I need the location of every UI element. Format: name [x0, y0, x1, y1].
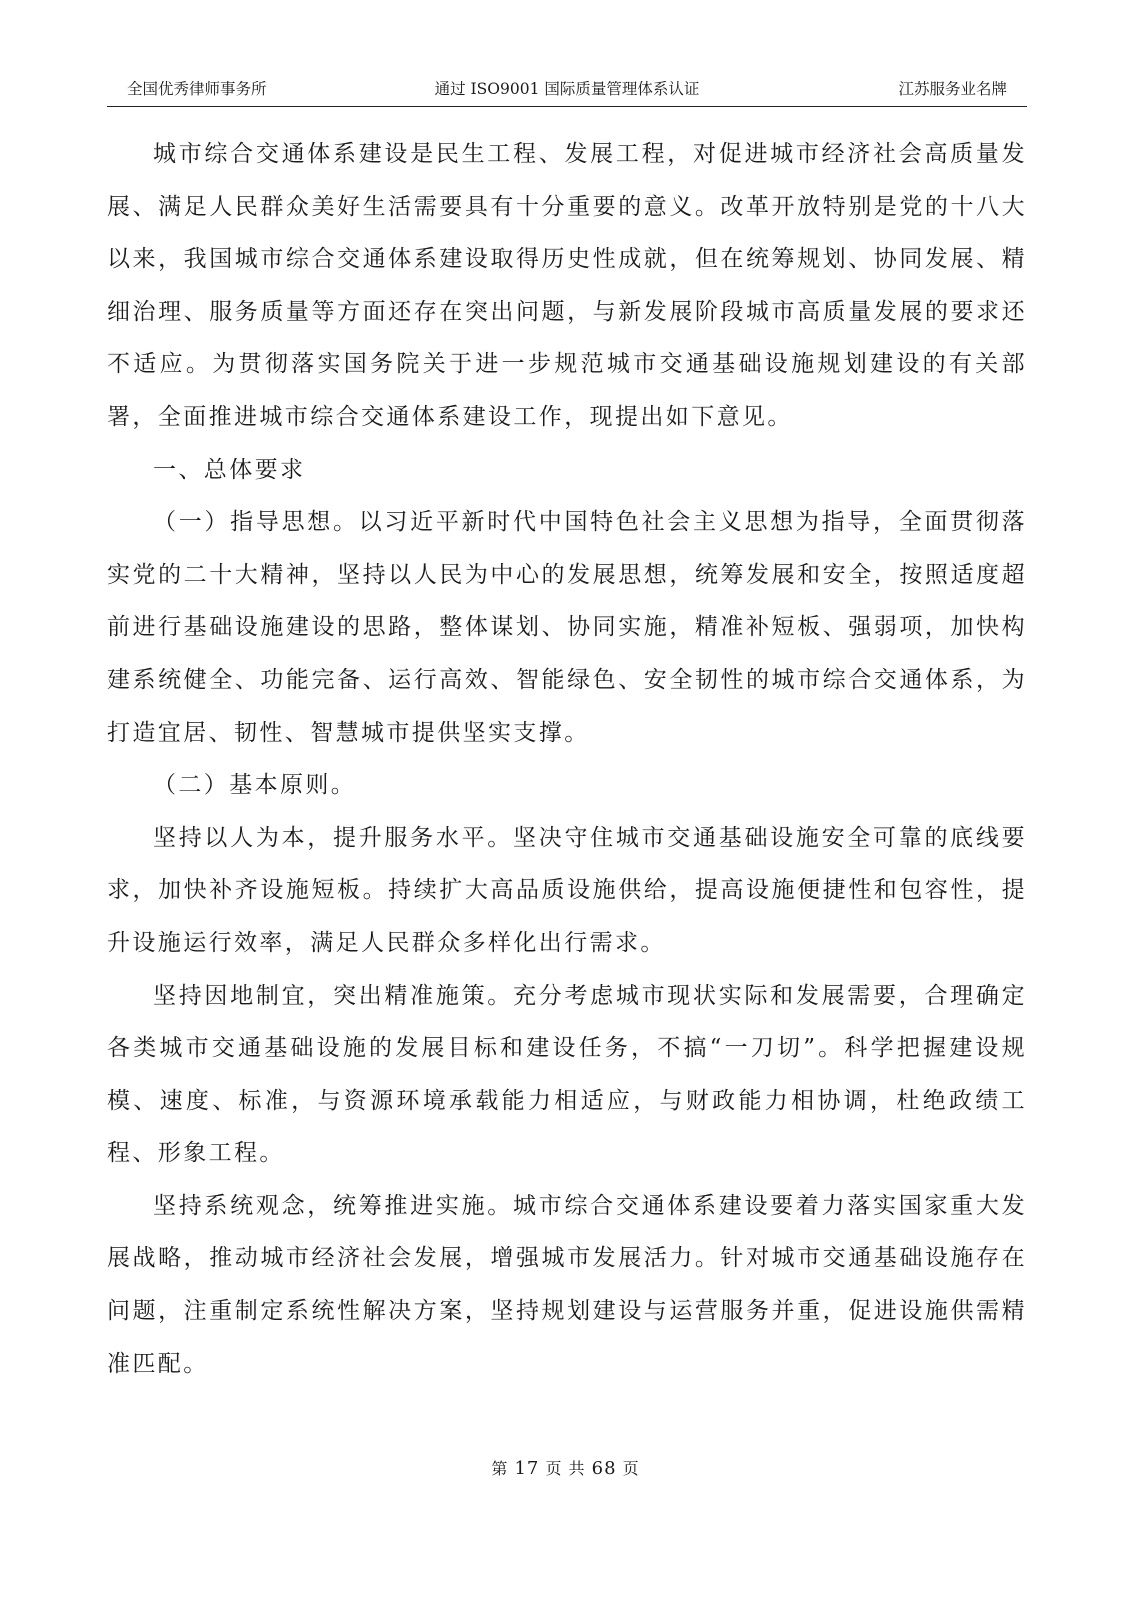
- guiding-ideology-paragraph: （一）指导思想。以习近平新时代中国特色社会主义思想为指导，全面贯彻落实党的二十大精神，坚持以人民为中心的发展思想，统筹发展和安全，按照适度超前进行基础设施建设的思路，整体谋划、协同实施，精准补短板、强弱项，加快构建系统健全、功能完备、运行高效、智能绿色、安全韧性的城市综合交通体系，为打造宜居、韧性、智慧城市提供坚实支撑。: [107, 509, 1027, 746]
- header-center-text: 通过 ISO9001 国际质量管理体系认证: [434, 80, 700, 98]
- footer-total-pages: 68: [591, 1458, 617, 1479]
- footer-prefix: 第: [491, 1459, 509, 1478]
- footer-middle: 页 共: [545, 1459, 586, 1478]
- header-left-text: 全国优秀律师事务所: [127, 80, 267, 98]
- intro-paragraph: 城市综合交通体系建设是民生工程、发展工程，对促进城市经济社会高质量发展、满足人民群众美好生活需要具有十分重要的意义。改革开放特别是党的十八大以来，我国城市综合交通体系建设取得历史性成就，但在统筹规划、协同发展、精细治理、服务质量等方面还存在突出问题，与新发展阶段城市高质量发展的要求还不适应。为贯彻落实国务院关于进一步规范城市交通基础设施规划建设的有关部署，全面推进城市综合交通体系建设工作，现提出如下意见。: [107, 141, 1027, 430]
- header-right-text: 江苏服务业名牌: [898, 80, 1007, 98]
- page-header: [107, 76, 1027, 107]
- section-heading-general-requirements: 一、总体要求: [153, 456, 306, 483]
- principle-systematic-paragraph: 坚持系统观念，统筹推进实施。城市综合交通体系建设要着力落实国家重大发展战略，推动城市经济社会发展，增强城市发展活力。针对城市交通基础设施存在问题，注重制定系统性解决方案，坚持规划建设与运营服务并重，促进设施供需精准匹配。: [107, 1192, 1027, 1377]
- footer-page-number: 17: [514, 1458, 540, 1479]
- subsection-heading-basic-principles: （二）基本原则。: [153, 772, 357, 799]
- footer-suffix: 页: [622, 1459, 640, 1478]
- principle-people-paragraph: 坚持以人为本，提升服务水平。坚决守住城市交通基础设施安全可靠的底线要求，加快补齐设施短板。持续扩大高品质设施供给，提高设施便捷性和包容性，提升设施运行效率，满足人民群众多样化出行需求。: [107, 824, 1027, 956]
- page-footer: [0, 1458, 1131, 1480]
- principle-local-conditions-paragraph: 坚持因地制宜，突出精准施策。充分考虑城市现状实际和发展需要，合理确定各类城市交通基础设施的发展目标和建设任务，不搞“一刀切”。科学把握建设规模、速度、标准，与资源环境承载能力相适应，与财政能力相协调，杜绝政绩工程、形象工程。: [107, 982, 1027, 1167]
- document-body: [107, 128, 1027, 1390]
